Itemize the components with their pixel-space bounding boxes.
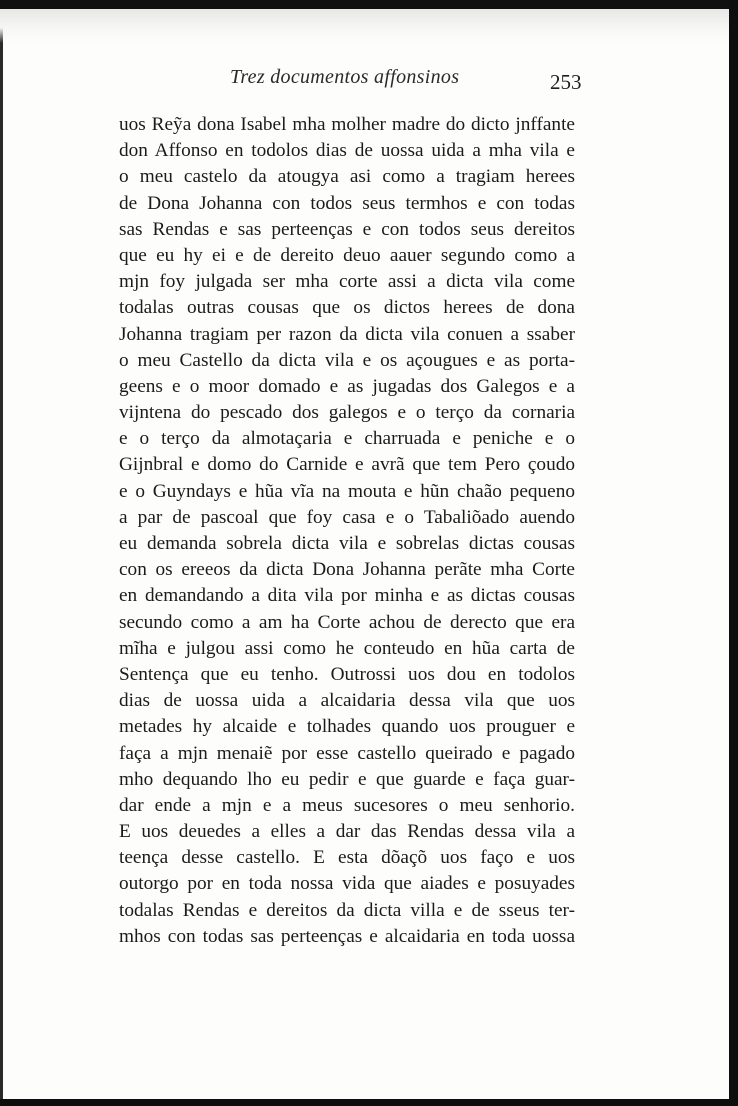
text-line: uos Reỹa dona Isabel mha molher madre do dicto jnffante <box>119 114 575 135</box>
text-line: mhos con todas sas perteenças e alcaidaria en toda uossa <box>119 925 575 947</box>
text-line: sas Rendas e sas perteenças e con todos seus dereitos <box>119 218 575 240</box>
text-line: geens e o moor domado e as jugadas dos Galegos e a <box>119 375 575 397</box>
text-line: e o terço da almotaçaria e charruada e peniche e o <box>119 428 575 450</box>
text-line: dias de uossa uida a alcaidaria dessa vila que uos <box>119 690 575 712</box>
text-line: a par de pascoal que foy casa e o Tabaliõado auendo <box>119 506 575 528</box>
text-line: Gijnbral e domo do Carnide e avrã que tem Pero çoudo <box>119 454 575 476</box>
text-line: vijntena do pescado dos galegos e o terço da cornaria <box>119 402 575 424</box>
text-line: eu demanda sobrela dicta vila e sobrelas dictas cousas <box>119 533 575 554</box>
text-line: con os ereeos da dicta Dona Johanna perãte mha Corte <box>119 559 575 581</box>
text-line: Sentença que eu tenho. Outrossi uos dou en todolos <box>119 663 575 685</box>
text-line: teença desse castello. E esta dõaçõ uos faço e uos <box>119 847 575 869</box>
text-line: metades hy alcaide e tolhades quando uos prouguer e <box>119 716 575 738</box>
text-line: mjn foy julgada ser mha corte assi a dicta vila come <box>119 271 575 293</box>
text-line: dar ende a mjn e a meus sucesores o meu senhorio. <box>119 794 575 816</box>
body-text <box>119 112 575 950</box>
text-line: o meu Castello da dicta vila e os açougues e as porta- <box>119 349 575 371</box>
text-line: todalas Rendas e dereitos da dicta villa e de sseus ter- <box>119 899 575 921</box>
text-line: todalas outras cousas que os dictos herees de dona <box>119 297 575 319</box>
text-line: de Dona Johanna con todos seus termhos e con todas <box>119 192 575 214</box>
scan-bottom-edge <box>0 1099 738 1106</box>
text-line: Johanna tragiam per razon da dicta vila conuen a ssaber <box>119 323 575 345</box>
text-line: outorgo por en toda nossa vida que aiades e posuyades <box>119 873 575 895</box>
page-number: 253 <box>550 70 582 94</box>
scan-right-edge <box>729 0 738 1106</box>
text-line: en demandando a dita vila por minha e as dictas cousas <box>119 585 575 607</box>
text-line: secundo como a am ha Corte achou de derecto que era <box>119 611 575 633</box>
text-line: mĩha e julgou assi como he conteudo en hũa carta de <box>119 637 575 659</box>
scan-left-edge <box>0 0 3 1106</box>
text-line: faça a mjn menaiẽ por esse castello queirado e pagado <box>119 742 575 764</box>
scan-top-shadow <box>0 9 738 43</box>
text-line: E uos deuedes a elles a dar das Rendas dessa vila a <box>119 821 575 843</box>
text-line: que eu hy ei e de dereito deuo aauer segundo como a <box>119 244 575 266</box>
text-line: don Affonso en todolos dias de uossa uida a mha vila e <box>119 140 575 162</box>
text-line: mho dequando lho eu pedir e que guarde e faça guar- <box>119 768 575 790</box>
scan-top-edge <box>0 0 738 9</box>
text-line: o meu castelo da atougya asi como a tragiam herees <box>119 166 575 188</box>
running-title: Trez documentos affonsinos <box>230 66 460 88</box>
text-line: e o Guyndays e hũa vĩa na mouta e hũn chaão pequeno <box>119 480 575 502</box>
